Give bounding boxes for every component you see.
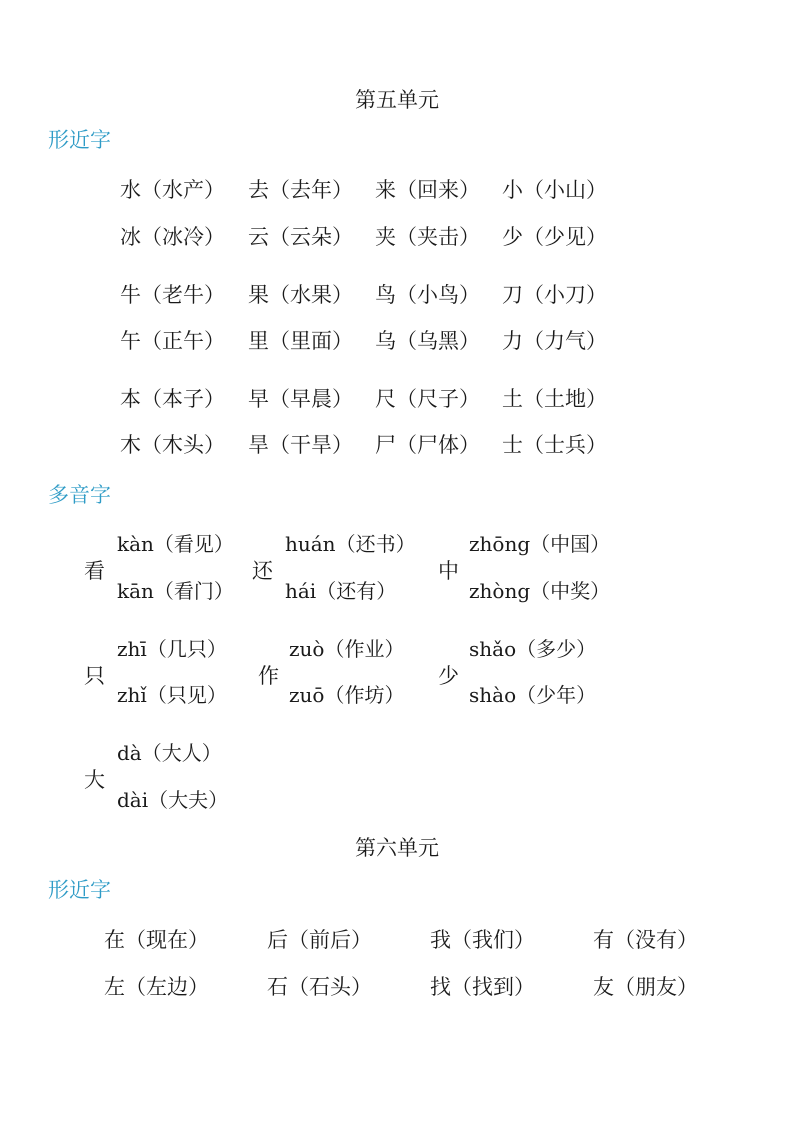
similar-item: 早（早晨） bbox=[248, 387, 353, 411]
polyphone-reading: zhōng（中国） bbox=[469, 532, 611, 556]
polyphone-char: 少 bbox=[438, 664, 459, 688]
similar-item: 鸟（小鸟） bbox=[375, 283, 480, 307]
polyphone-reading: zhòng（中奖） bbox=[469, 579, 611, 603]
similar-item: 木（木头） bbox=[120, 433, 225, 457]
similar-item: 牛（老牛） bbox=[120, 283, 225, 307]
polyphone-reading: hái（还有） bbox=[285, 579, 397, 603]
similar-item: 小（小山） bbox=[502, 178, 607, 202]
polyphone-reading: zhǐ（只见） bbox=[117, 683, 227, 707]
similar-item: 乌（乌黑） bbox=[375, 329, 480, 353]
polyphone-reading: dài（大夫） bbox=[117, 788, 229, 812]
similar-item: 有（没有） bbox=[593, 928, 698, 952]
similar-item: 果（水果） bbox=[248, 283, 353, 307]
similar-item: 力（力气） bbox=[502, 329, 607, 353]
similar-item: 土（土地） bbox=[502, 387, 607, 411]
polyphone-char: 只 bbox=[84, 664, 105, 688]
polyphone-reading: zuō（作坊） bbox=[289, 683, 405, 707]
similar-item: 在（现在） bbox=[104, 928, 209, 952]
similar-item: 找（找到） bbox=[430, 975, 535, 999]
similar-item: 士（士兵） bbox=[502, 433, 607, 457]
unit5-section-similar: 形近字 bbox=[48, 128, 111, 152]
polyphone-reading: shǎo（多少） bbox=[469, 637, 597, 661]
polyphone-char: 还 bbox=[252, 559, 273, 583]
polyphone-reading: dà（大人） bbox=[117, 741, 222, 765]
polyphone-reading: zuò（作业） bbox=[289, 637, 405, 661]
similar-item: 水（水产） bbox=[120, 178, 225, 202]
polyphone-reading: kàn（看见） bbox=[117, 532, 234, 556]
polyphone-char: 作 bbox=[258, 664, 279, 688]
polyphone-reading: shào（少年） bbox=[469, 683, 597, 707]
similar-item: 本（本子） bbox=[120, 387, 225, 411]
similar-item: 友（朋友） bbox=[593, 975, 698, 999]
similar-item: 午（正午） bbox=[120, 329, 225, 353]
similar-item: 我（我们） bbox=[430, 928, 535, 952]
similar-item: 来（回来） bbox=[375, 178, 480, 202]
similar-item: 里（里面） bbox=[248, 329, 353, 353]
unit5-title: 第五单元 bbox=[355, 88, 439, 112]
similar-item: 云（云朵） bbox=[248, 225, 353, 249]
similar-item: 左（左边） bbox=[104, 975, 209, 999]
polyphone-char: 中 bbox=[438, 559, 459, 583]
unit6-title: 第六单元 bbox=[355, 836, 439, 860]
similar-item: 后（前后） bbox=[267, 928, 372, 952]
similar-item: 尺（尺子） bbox=[375, 387, 480, 411]
similar-item: 石（石头） bbox=[267, 975, 372, 999]
polyphone-reading: zhī（几只） bbox=[117, 637, 227, 661]
polyphone-reading: kān（看门） bbox=[117, 579, 234, 603]
similar-item: 尸（尸体） bbox=[375, 433, 480, 457]
similar-item: 去（去年） bbox=[248, 178, 353, 202]
similar-item: 刀（小刀） bbox=[502, 283, 607, 307]
polyphone-char: 看 bbox=[84, 559, 105, 583]
similar-item: 夹（夹击） bbox=[375, 225, 480, 249]
similar-item: 冰（冰冷） bbox=[120, 225, 225, 249]
unit6-section-similar: 形近字 bbox=[48, 878, 111, 902]
similar-item: 旱（干旱） bbox=[248, 433, 353, 457]
polyphone-reading: huán（还书） bbox=[285, 532, 416, 556]
similar-item: 少（少见） bbox=[502, 225, 607, 249]
unit5-section-polyphone: 多音字 bbox=[48, 483, 111, 507]
polyphone-char: 大 bbox=[84, 768, 105, 792]
